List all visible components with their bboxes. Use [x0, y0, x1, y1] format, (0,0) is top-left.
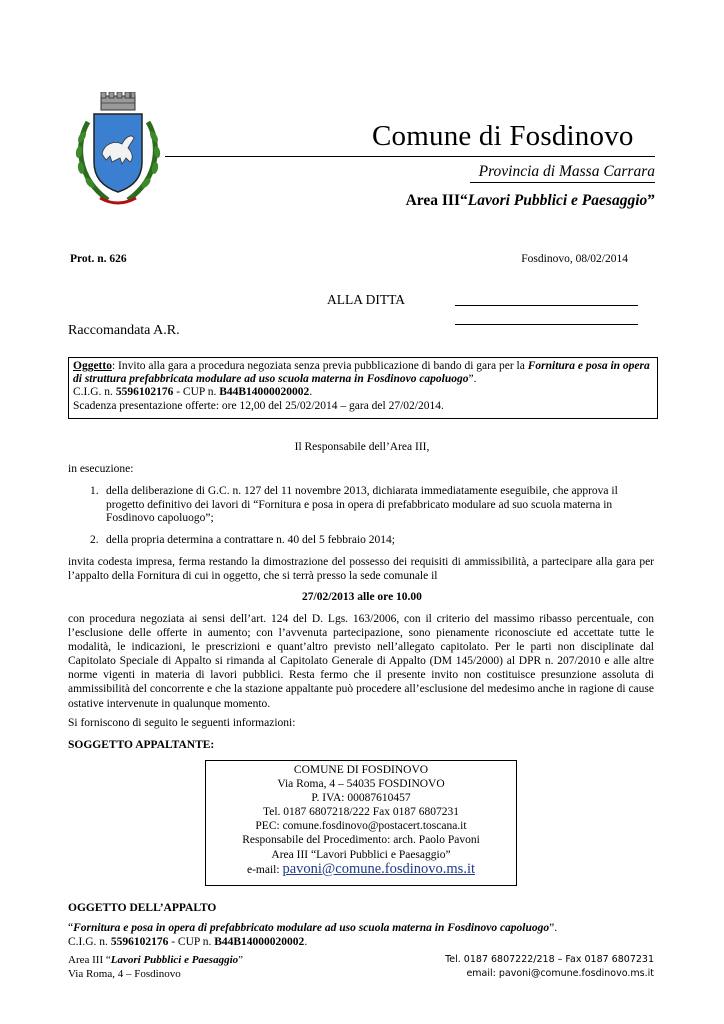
subject-label: Oggetto [73, 360, 112, 372]
recipient-label: ALLA DITTA [327, 292, 406, 307]
subject-box: Oggetto: Invito alla gara a procedura negoziata senza previa pubblicazione di bando di gara per la Fornitura e posa in opera di struttura prefabbricata modulare ad uso scuola materna in Fosdinovo capoluogo”. C.I.G. n. 5596102176 - CUP n. B44B14000020002. Scadenza presentazione offerte: ore 12,00 del 25/02/2014 – gara del 27/02/2014. [68, 357, 658, 419]
footer-email: email: pavoni@comune.fosdinovo.ms.it [466, 968, 654, 979]
contract-object-heading: OGGETTO DELL’APPALTO [68, 902, 217, 914]
footer-left [68, 953, 243, 981]
procedure-paragraph: con procedura negoziata ai sensi dell’art. 124 del D. Lgs. 163/2006, con il criterio del massimo ribasso percentuale, con l’esclusione delle offerte in aumento; con l’avvenuta partecipazione, sono pienamente riconosciute ed accettate tutte le modalità, le indicazioni, le prescrizioni e quant’altro previsto nell’allegato capitolato. Per le parti non disciplinate dal Capitolato Speciale di Appalto si rimanda al Capitolato Generale di Appalto (DM 145/2000) al DPR n. 207/2010 e alle altre norme vigenti in materia di lavori pubblici. Resta fermo che il presente invito non costituisce presunzione assoluta di ammissibilità del concorrente e che la stazione appaltante può procedere all’esclusione del medesimo anche in ragione di cause ostative intervenute in qualunque momento. [68, 613, 654, 710]
entity-vat: P. IVA: 00087610457 [311, 792, 411, 805]
raccomandata-label: Raccomandata A.R. [68, 323, 180, 338]
footer-right [445, 953, 654, 981]
footer-phone: Tel. 0187 6807222/218 – Fax 0187 6807231 [445, 954, 654, 965]
page-title: Comune di Fosdinovo [372, 120, 634, 152]
header-divider [165, 156, 655, 157]
cup-code: B44B14000020002 [219, 386, 310, 399]
entity-address: Via Roma, 4 – 54035 FOSDINOVO [277, 778, 445, 791]
email-link[interactable]: pavoni@comune.fosdinovo.ms.it [282, 860, 476, 877]
cig-code: 5596102176 [115, 386, 174, 399]
esecuzione-line: in esecuzione: [68, 463, 134, 475]
invitation-paragraph: invita codesta impresa, ferma restando la dimostrazione del possesso dei requisiti di ammissibilità, a partecipare alla gara per l’appalto della Fornitura di cui in oggetto, che si terrà presso la sede comunale il [68, 556, 654, 582]
info-intro: Si forniscono di seguito le seguenti informazioni: [68, 717, 296, 729]
entity-email-line: e-mail: pavoni@comune.fosdinovo.ms.it [246, 860, 476, 877]
recipient-line-2 [455, 324, 638, 325]
tender-date: 27/02/2013 alle ore 10.00 [302, 591, 422, 603]
responsabile-line: Il Responsabile dell’Area III, [294, 441, 430, 453]
entity-pec: PEC: comune.fosdinovo@postacert.toscana.it [255, 820, 467, 833]
protocol-number: Prot. n. 626 [70, 253, 127, 265]
province-name: Provincia di Massa Carrara [478, 163, 655, 180]
deadline-text: Scadenza presentazione offerte: ore 12,00 del 25/02/2014 – gara del 27/02/2014. [73, 399, 444, 412]
deliberation-list [68, 485, 654, 555]
recipient-line-1 [455, 305, 638, 306]
contracting-entity-box [205, 760, 517, 886]
entity-area: Area III “Lavori Pubblici e Paesaggio” [271, 848, 451, 861]
place-date: Fosdinovo, 08/02/2014 [521, 253, 628, 265]
province-divider [470, 182, 655, 183]
entity-phone: Tel. 0187 6807218/222 Fax 0187 6807231 [263, 806, 459, 819]
contracting-entity-heading: SOGGETTO APPALTANTE: [68, 739, 215, 751]
coat-of-arms-icon [68, 92, 168, 212]
list-item: 1. della deliberazione di G.C. n. 127 del 11 novembre 2013, dichiarata immediatamente eseguibile, che approva il progetto definitivo dei lavori di “Fornitura e posa in opera di prefabbricato modulare ad suo scuola materna in Fosdinovo capoluogo”; [90, 485, 618, 525]
entity-responsible: Responsabile del Procedimento: arch. Paolo Pavoni [242, 834, 480, 847]
area-name: Area III“Lavori Pubblici e Paesaggio” [405, 192, 655, 209]
contract-object-text: “Fornitura e posa in opera di prefabbricato modulare ad uso scuola materna in Fosdinovo capoluogo”. C.I.G. n. 5596102176 - CUP n. B44B14000020002. [68, 922, 558, 948]
entity-name: COMUNE DI FOSDINOVO [293, 764, 429, 776]
footer-area: Area III “Lavori Pubblici e Paesaggio” [68, 954, 244, 966]
list-item: 2. della propria determina a contrattare n. 40 del 5 febbraio 2014; [90, 533, 395, 546]
footer-address: Via Roma, 4 – Fosdinovo [68, 968, 181, 980]
